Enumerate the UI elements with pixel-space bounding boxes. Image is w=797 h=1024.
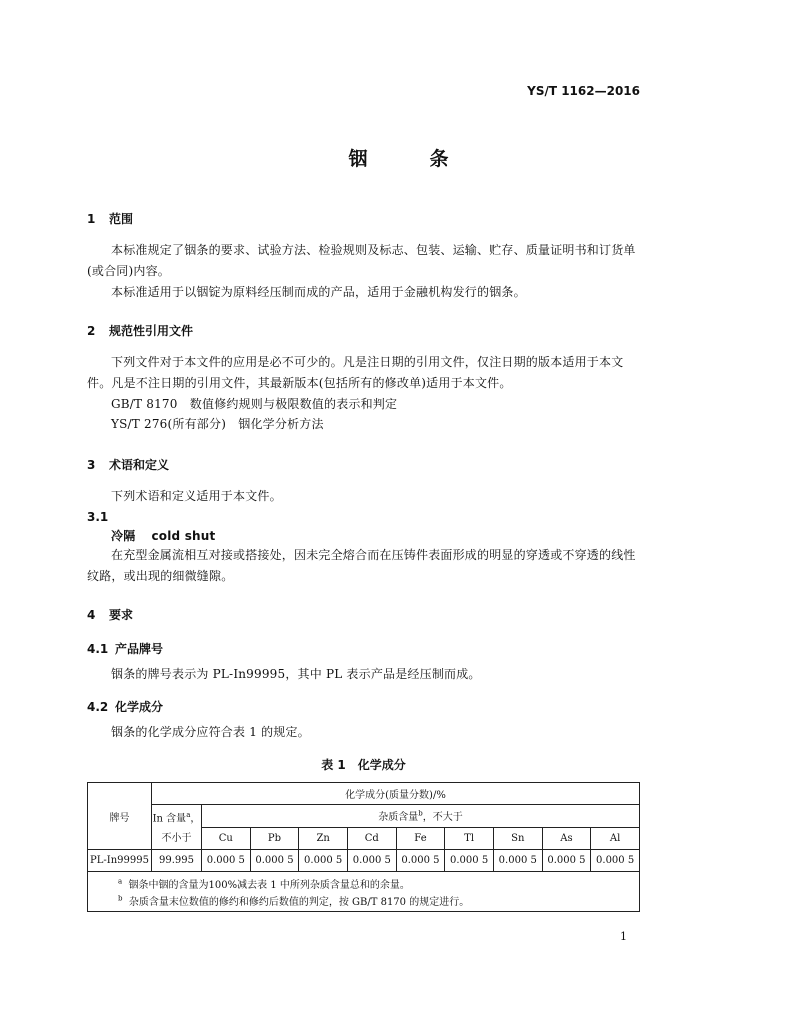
element-header: Zn	[299, 827, 348, 850]
document-title	[0, 144, 797, 171]
impurity-cell: 0.000 5	[299, 850, 348, 872]
reference-ys-t-276: YS/T 276(所有部分) 铟化学分析方法	[111, 417, 324, 431]
clause-4-1-heading: 4.1 产品牌号	[87, 642, 164, 656]
impurity-cell: 0.000 5	[591, 850, 640, 872]
title-char-2: 条	[429, 148, 449, 170]
title-char-1: 铟	[348, 148, 368, 170]
impurity-cell: 0.000 5	[250, 850, 299, 872]
table-note-b: $^b$ 杂质含量末位数值的修约和修约后数值的判定，按 GB/T 8170 的规定进行。	[88, 892, 640, 912]
section-1-paragraph-1: 本标准规定了铟条的要求、试验方法、检验规则及标志、包装、运输、贮存、质量证明书和订货单(或合同)内容。	[87, 243, 636, 278]
element-header: Sn	[493, 827, 542, 850]
element-header: Pb	[250, 827, 299, 850]
term-english: cold shut	[151, 529, 216, 543]
grade-cell: PL-In99995	[88, 850, 152, 872]
impurity-cell: 0.000 5	[347, 850, 396, 872]
impurity-cell: 0.000 5	[396, 850, 445, 872]
chemical-composition-table	[87, 782, 640, 912]
element-header: Fe	[396, 827, 445, 850]
table-row	[88, 850, 640, 872]
element-header: As	[542, 827, 591, 850]
composition-header: 化学成分(质量分数)/%	[152, 783, 640, 805]
clause-4-2-heading: 4.2 化学成分	[87, 700, 164, 714]
impurity-cell: 0.000 5	[445, 850, 494, 872]
in-content-cell: 99.995	[152, 850, 202, 872]
impurity-header: 杂质含量$^b$，不大于	[202, 805, 640, 828]
impurity-cell: 0.000 5	[202, 850, 251, 872]
in-content-header: In 含量$^a$， 不小于	[152, 805, 202, 850]
element-header: Al	[591, 827, 640, 850]
standard-number: YS/T 1162—2016	[527, 84, 640, 98]
term-chinese: 冷隔	[111, 529, 136, 543]
section-1-paragraph-2: 本标准适用于以铟锭为原料经压制而成的产品，适用于金融机构发行的铟条。	[111, 285, 526, 299]
element-header: Tl	[445, 827, 494, 850]
term-entry	[111, 526, 215, 547]
table-note-a: $^a$ 铟条中铟的含量为100%减去表 1 中所列杂质含量总和的余量。	[88, 872, 640, 892]
section-4-heading: 4 要求	[87, 608, 134, 622]
impurity-cell: 0.000 5	[542, 850, 591, 872]
grade-column-header: 牌号	[88, 783, 152, 850]
clause-3-1-number: 3.1	[87, 510, 109, 524]
term-definition: 在充型金属流相互对接或搭接处，因未完全熔合而在压铸件表面形成的明显的穿透或不穿透的线性纹路，或出现的细微缝隙。	[87, 548, 636, 583]
impurity-cell: 0.000 5	[493, 850, 542, 872]
clause-4-2-paragraph: 铟条的化学成分应符合表 1 的规定。	[111, 725, 310, 739]
clause-4-1-paragraph: 铟条的牌号表示为 PL-In99995，其中 PL 表示产品是经压制而成。	[111, 667, 481, 681]
section-2-paragraph-1: 下列文件对于本文件的应用是必不可少的。凡是注日期的引用文件，仅注日期的版本适用于本文件。凡是不注日期的引用文件，其最新版本(包括所有的修改单)适用于本文件。	[87, 355, 624, 390]
section-2-heading: 2 规范性引用文件	[87, 324, 194, 338]
section-3-paragraph-1: 下列术语和定义适用于本文件。	[111, 489, 282, 503]
page-number: 1	[620, 930, 627, 943]
section-1-heading: 1 范围	[87, 212, 134, 226]
reference-gb-t-8170: GB/T 8170 数值修约规则与极限数值的表示和判定	[111, 397, 398, 411]
element-header: Cu	[202, 827, 251, 850]
section-3-heading: 3 术语和定义	[87, 458, 170, 472]
table-caption: 表 1 化学成分	[321, 758, 406, 772]
element-header: Cd	[347, 827, 396, 850]
